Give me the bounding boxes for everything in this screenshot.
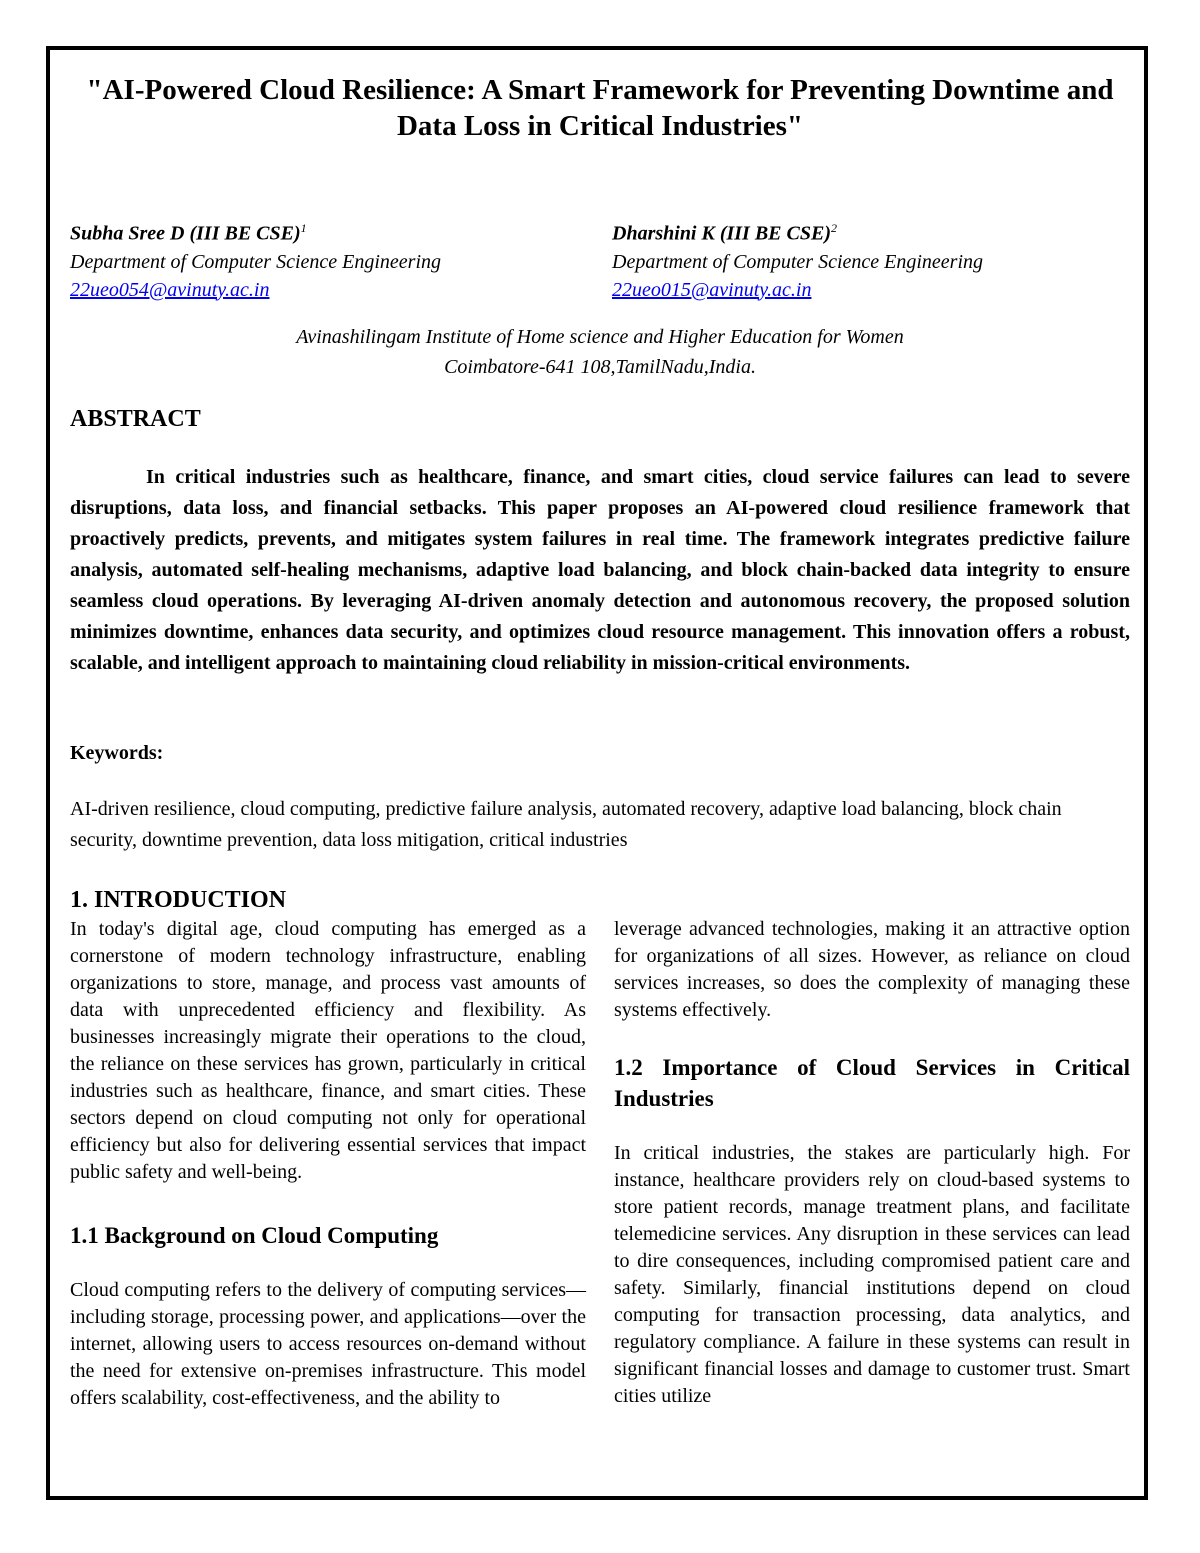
- author-name-1: Subha Sree D (III BE CSE): [70, 222, 301, 245]
- background-text-continued: leverage advanced technologies, making it an attractive option for organizations of all sizes. However, as reliance on cloud services increases, so does the complexity of managing these systems effectively.: [614, 918, 1130, 1021]
- author-email-link-2[interactable]: 22ueo015@avinuty.ac.in: [612, 278, 812, 301]
- left-column: [70, 884, 586, 1412]
- abstract-heading: ABSTRACT: [70, 406, 201, 432]
- affiliation-institute: Avinashilingam Institute of Home science and Higher Education for Women: [296, 326, 904, 348]
- author-name-2: Dharshini K (III BE CSE): [612, 222, 831, 245]
- keywords-heading: Keywords:: [70, 742, 164, 764]
- author-sup-2: 2: [830, 221, 837, 235]
- author-block-2: [612, 214, 983, 304]
- keywords-text: AI-driven resilience, cloud computing, predictive failure analysis, automated recovery, adaptive load balancing, block chain security, downtime prevention, data loss mitigation, critical industries: [70, 798, 1062, 851]
- author-department-1: Department of Computer Science Engineering: [70, 250, 442, 273]
- introduction-text: In today's digital age, cloud computing has emerged as a cornerstone of modern technology infrastructure, enabling organizations to store, manage, and process vast amounts of data with unprecedented efficiency and flexibility. As businesses increasingly migrate their operations to the cloud, the reliance on these services has grown, particularly in critical industries such as healthcare, finance, and smart cities. These sectors depend on cloud computing not only for operational efficiency but also for delivering essential services that impact public safety and well-being.: [70, 918, 586, 1183]
- introduction-heading: 1. INTRODUCTION: [70, 887, 287, 913]
- author-block-1: [70, 214, 441, 304]
- author-sup-1: 1: [300, 221, 307, 235]
- background-heading: 1.1 Background on Cloud Computing: [70, 1223, 439, 1248]
- importance-text: In critical industries, the stakes are particularly high. For instance, healthcare providers rely on cloud-based systems to store patient records, manage treatment plans, and facilitate telemedicine services. Any disruption in these services can lead to dire consequences, including compromised patient care and safety. Similarly, financial institutions depend on cloud computing for transaction processing, data analytics, and regulatory compliance. A failure in these systems can result in significant financial losses and damage to customer trust. Smart cities utilize: [614, 1142, 1130, 1407]
- paper-title: "AI-Powered Cloud Resilience: A Smart Framework for Preventing Downtime and Data Loss in Critical Industries": [86, 74, 1114, 142]
- right-column: [614, 916, 1130, 1410]
- abstract-text: In critical industries such as healthcare, finance, and smart cities, cloud service failures can lead to severe disruptions, data loss, and financial setbacks. This paper proposes an AI-powered cloud resilience framework that proactively predicts, prevents, and mitigates system failures in real time. The framework integrates predictive failure analysis, automated self-healing mechanisms, adaptive load balancing, and block chain-backed data integrity to ensure seamless cloud operations. By leveraging AI-driven anomaly detection and autonomous recovery, the proposed solution minimizes downtime, enhances data security, and optimizes cloud resource management. This innovation offers a robust, scalable, and intelligent approach to maintaining cloud reliability in mission-critical environments.: [70, 466, 1130, 674]
- affiliation: [60, 322, 1140, 382]
- author-email-link-1[interactable]: 22ueo054@avinuty.ac.in: [70, 278, 270, 301]
- author-department-2: Department of Computer Science Engineering: [612, 250, 984, 273]
- affiliation-location: Coimbatore-641 108,TamilNadu,India.: [444, 356, 756, 378]
- background-text: Cloud computing refers to the delivery of computing services—including storage, processing power, and applications—over the internet, allowing users to access resources on-demand without the need for extensive on-premises infrastructure. This model offers scalability, cost-effectiveness, and the ability to: [70, 1279, 586, 1409]
- importance-heading: 1.2 Importance of Cloud Services in Critical Industries: [614, 1055, 1130, 1111]
